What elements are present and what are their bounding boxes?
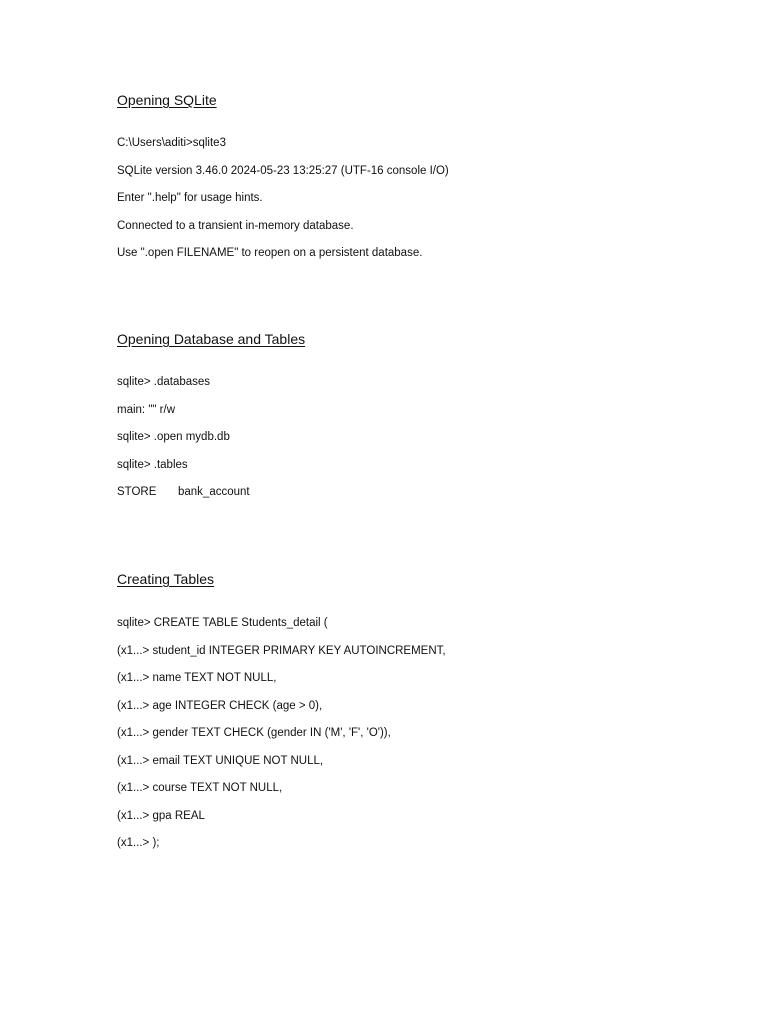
console-line: Connected to a transient in-memory database.: [117, 219, 354, 232]
console-line: sqlite> .databases: [117, 376, 211, 388]
console-line: (x1...> );: [117, 837, 160, 849]
console-line: sqlite> CREATE TABLE Students_detail (: [117, 617, 328, 629]
section-opening-sqlite: [117, 91, 717, 274]
table-name-store: STORE: [117, 486, 157, 498]
console-output: [117, 616, 717, 850]
console-line: C:\Users\aditi>sqlite3: [117, 137, 226, 149]
section-heading: Opening SQLite: [117, 92, 217, 108]
console-output: [117, 136, 717, 260]
console-line: (x1...> course TEXT NOT NULL,: [117, 782, 283, 794]
console-line: SQLite version 3.46.0 2024-05-23 13:25:27 (UTF-16 console I/O): [117, 164, 449, 177]
console-line: sqlite> .open mydb.db: [117, 431, 230, 443]
table-name-bank-account: bank_account: [178, 486, 250, 498]
console-line: Use ".open FILENAME" to reopen on a persistent database.: [117, 247, 423, 259]
section-opening-database-and-tables: [117, 330, 717, 513]
console-line: (x1...> name TEXT NOT NULL,: [117, 672, 277, 684]
console-line: (x1...> email TEXT UNIQUE NOT NULL,: [117, 754, 324, 767]
console-line: (x1...> gender TEXT CHECK (gender IN ('M', 'F', 'O')),: [117, 727, 391, 739]
console-line: main: "" r/w: [117, 403, 176, 416]
console-line: (x1...> gpa REAL: [117, 809, 205, 822]
tables-list-line: [117, 485, 717, 499]
console-line: sqlite> .tables: [117, 458, 188, 471]
section-heading: Opening Database and Tables: [117, 331, 306, 347]
console-line: (x1...> age INTEGER CHECK (age > 0),: [117, 699, 323, 712]
section-heading: Creating Tables: [117, 571, 215, 587]
section-creating-tables: [117, 570, 717, 864]
console-line: Enter ".help" for usage hints.: [117, 192, 263, 204]
console-line: (x1...> student_id INTEGER PRIMARY KEY AUTOINCREMENT,: [117, 644, 446, 657]
console-output: [117, 375, 717, 499]
